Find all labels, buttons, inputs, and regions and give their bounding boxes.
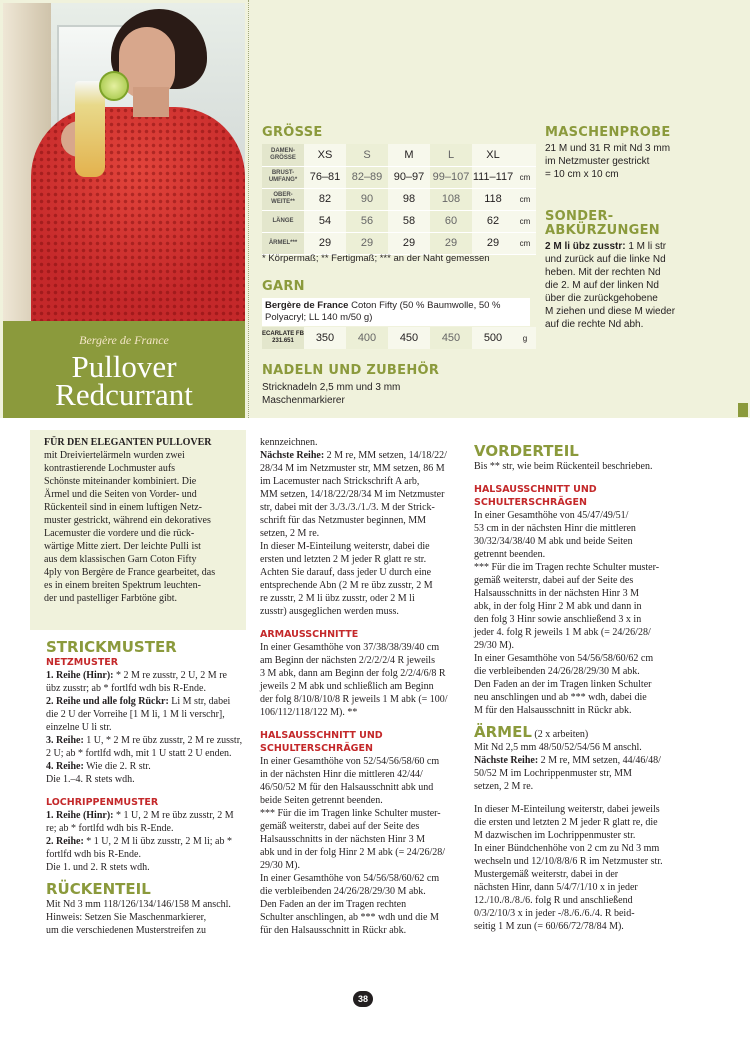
size-cell: M	[388, 144, 430, 166]
intro-line: Rückenteil sind in einem luftigen Netz-	[44, 502, 203, 513]
size-cell: 58	[388, 210, 430, 232]
size-cell: 29	[304, 232, 346, 254]
lr-line-2: re; ab * fortlfd wdh bis R-Ende.	[46, 823, 174, 834]
hb-line-11: die verbleibenden 24/26/28/29/30 M abk.	[260, 886, 426, 897]
size-cell: 56	[346, 210, 388, 232]
size-row-label: LÄNGE	[262, 210, 304, 232]
hb-line-9: 29/30 M).	[260, 860, 300, 871]
size-row	[262, 188, 536, 210]
size-cell: 82–89	[346, 166, 388, 188]
strickmuster-heading: STRICKMUSTER	[46, 638, 177, 656]
hb-line-3: 46/50/52 M für den Halsausschnitt abk und	[260, 782, 434, 793]
arm-line-3: 3 M abk, dann am Beginn der folg 2/2/4/6/8 R	[260, 668, 446, 679]
ae-line-3: 50/52 M im Lochrippenmuster str, MM	[474, 768, 632, 779]
hb-line-4: beide Seiten getrennt beenden.	[260, 795, 383, 806]
lr-line-1: 1. Reihe (Hinr): * 1 U, 2 M re übz zusstr, 2 M	[46, 810, 234, 821]
ae-line-13: 0/3/2/10/3 x in jeder -/8./6./6./4. R beid-	[474, 908, 635, 919]
hb-line-6: gemäß weiterstr, dabei auf der Seite des	[260, 821, 420, 832]
page-number: 38	[353, 991, 373, 1007]
lr-line-5: Die 1. und 2. R stets wdh.	[46, 862, 150, 873]
hf-line-9: den folg 3 Hinr sowie anschließend 3 x in	[474, 614, 642, 625]
edge-marker	[738, 403, 748, 417]
nm-line-1: 1. Reihe (Hinr): * 2 M re zusstr, 2 U, 2 M re	[46, 670, 227, 681]
yarn-amount-cell: 400	[346, 327, 388, 349]
hals-heading-front: HALSAUSSCHNITT UND SCHULTERSCHRÄGEN	[474, 484, 597, 508]
size-unit	[514, 144, 536, 166]
size-cell: 54	[304, 210, 346, 232]
armausschnitte-heading: ARMAUSSCHNITTE	[260, 629, 359, 640]
model-photo	[3, 3, 245, 321]
yarn-unit: g	[514, 327, 536, 349]
size-row	[262, 210, 536, 232]
hf-line-5: *** Für die im Tragen rechte Schulter muster-	[474, 562, 660, 573]
rt-line-2: Hinweis: Setzen Sie Maschenmarkierer,	[46, 912, 207, 923]
ae-line-11: nächsten Hinr, dann 5/4/7/1/10 x in jeder	[474, 882, 638, 893]
ae-line-14: seitig 1 M zun (= 60/66/72/78/84 M).	[474, 921, 624, 932]
hf-line-1: In einer Gesamthöhe von 45/47/49/51/	[474, 510, 629, 521]
sonder-line-4: die 2. M auf der linken Nd	[545, 280, 659, 291]
intro-line: es in einem breiten Spektrum leuchten-	[44, 580, 201, 591]
hb-line-8: abk und in der folg Hinr 2 M abk (= 24/26/28/	[260, 847, 446, 858]
ae-line-2: Nächste Reihe: 2 M re, MM setzen, 44/46/48/	[474, 755, 661, 766]
size-row-label: ÄRMEL***	[262, 232, 304, 254]
size-cell: 118	[472, 188, 514, 210]
size-row-label: OBER-WEITE**	[262, 188, 304, 210]
arm-line-6: 106/112/118/122 M). **	[260, 707, 358, 718]
maschenprobe-block	[545, 126, 735, 181]
c2-line-5: MM setzen, 14/18/22/28/34 M im Netzmuster	[260, 489, 445, 500]
maschenprobe-line-1: 21 M und 31 R mit Nd 3 mm	[545, 143, 671, 154]
intro-line: wärtige Mitte ziert. Der leichte Pulli ist	[44, 541, 201, 552]
yarn-amount-table	[262, 327, 536, 349]
size-cell: 99–107	[430, 166, 472, 188]
nm-line-6: 3. Reihe: 1 U, * 2 M re übz zusstr, 2 M re zusstr,	[46, 735, 243, 746]
garn-text: Coton Fifty (50 % Baumwolle, 50 % Polyacryl; LL 140 m/50 g)	[265, 300, 501, 323]
garn-heading: GARN	[262, 279, 305, 294]
sonder-line-5: über die zurückgehobene	[545, 293, 658, 304]
title-line-2: Redcurrant	[55, 377, 193, 412]
intro-line: kontrastierende Lochmuster aufs	[44, 463, 176, 474]
intro-line: der und pastelliger Farbtöne gibt.	[44, 593, 178, 604]
lochrippen-heading: LOCHRIPPENMUSTER	[46, 797, 159, 808]
sonder-line-7: auf die rechte Nd abh.	[545, 319, 644, 330]
ae-line-4: setzen, 2 M re.	[474, 781, 534, 792]
ae-line-1: Mit Nd 2,5 mm 48/50/52/54/56 M anschl.	[474, 742, 642, 753]
yarn-amount-cell: 450	[388, 327, 430, 349]
intro-line: mit Dreiviertelärmeln wurden zwei	[44, 450, 185, 461]
photo-glass	[75, 81, 105, 177]
size-cell: S	[346, 144, 388, 166]
maschenprobe-heading: MASCHENPROBE	[545, 125, 671, 140]
sonder-line-1: 2 M li übz zusstr: 1 M li str	[545, 241, 667, 252]
sonder-bold: 2 M li übz zusstr:	[545, 241, 626, 252]
nm-line-7: 2 U; ab * fortlfd wdh, mit 1 U statt 2 U enden.	[46, 748, 232, 759]
size-cell: 76–81	[304, 166, 346, 188]
rt-line-3: um die verschiedenen Musterstreifen zu	[46, 925, 206, 936]
hf-line-7: Halsausschnitts in der nächsten Hinr 3 M	[474, 588, 639, 599]
hf-line-11: 29/30 M).	[474, 640, 514, 651]
intro-line: Schönste miteinander kombiniert. Die	[44, 476, 197, 487]
size-row-label: BRUST-UMFANG*	[262, 166, 304, 188]
intro-box	[30, 430, 246, 630]
sonder-line-6: M ziehen und diese M wieder	[545, 306, 676, 317]
c2-line-8: setzen, 2 M re.	[260, 528, 320, 539]
size-cell: 111–117	[472, 166, 514, 188]
arm-line-2: am Beginn der nächsten 2/2/2/2/4 R jeweils	[260, 655, 435, 666]
title-line-1: Pullover	[71, 349, 177, 384]
c2-line-14: zusstr) ausgeglichen werden muss.	[260, 606, 399, 617]
sonder-heading-2: ABKÜRZUNGEN	[545, 223, 660, 238]
nm-line-8: 4. Reihe: Wie die 2. R str.	[46, 761, 151, 772]
c2-line-6: str, dabei mit der 3./3./3./1./3. M der Strick-	[260, 502, 435, 513]
nm-line-4: die 2 U der Vorreihe [1 M li, 1 M li verschr],	[46, 709, 225, 720]
rueckenteil-heading: RÜCKENTEIL	[46, 880, 151, 898]
netzmuster-heading: NETZMUSTER	[46, 657, 119, 668]
hf-line-3: 30/32/34/38/40 M abk und beide Seiten	[474, 536, 633, 547]
hb-line-5: *** Für die im Tragen linke Schulter muster-	[260, 808, 441, 819]
c2-line-9: In dieser M-Einteilung weiterstr, dabei die	[260, 541, 430, 552]
size-row	[262, 144, 536, 166]
intro-line: FÜR DEN ELEGANTEN PULLOVER	[44, 437, 212, 448]
ae-line-10: Mustergemäß weiterstr, dabei in der	[474, 869, 619, 880]
vorderteil-heading: VORDERTEIL	[474, 442, 579, 460]
size-cell: 62	[472, 210, 514, 232]
sonder-heading-1: SONDER-	[545, 209, 614, 224]
hb-line-12: Den Faden an der im Tragen rechten	[260, 899, 407, 910]
c2-line-2: Nächste Reihe: 2 M re, MM setzen, 14/18/22/	[260, 450, 447, 461]
size-row-label: DAMEN-GRÖSSE	[262, 144, 304, 166]
hf-line-8: abk, in der folg Hinr 2 M abk und dann in	[474, 601, 642, 612]
size-cell: 60	[430, 210, 472, 232]
hf-line-14: Den Faden an der im Tragen linken Schulter	[474, 679, 652, 690]
nm-line-5: einzelne U li str.	[46, 722, 112, 733]
c2-line-11: Achten Sie darauf, dass jeder U durch eine	[260, 567, 432, 578]
c2-line-12: entsprechende Abn (2 M re übz zusstr, 2 M	[260, 580, 433, 591]
ae-line-5: In dieser M-Einteilung weiterstr, dabei jeweils	[474, 804, 660, 815]
aermel-subheading: (2 x arbeiten)	[531, 729, 589, 740]
maschenprobe-line-3: = 10 cm x 10 cm	[545, 169, 619, 180]
size-cell: 108	[430, 188, 472, 210]
hf-line-2: 53 cm in der nächsten Hinr die mittleren	[474, 523, 636, 534]
size-table	[262, 144, 536, 255]
ae-line-7: M dazwischen im Lochrippenmuster str.	[474, 830, 636, 841]
photo-neck	[133, 87, 169, 117]
size-unit: cm	[514, 166, 536, 188]
c2-line-4: im Lacemuster nach Strickschrift A arb,	[260, 476, 420, 487]
nm-line-2: übz zusstr; ab * fortlfd wdh bis R-Ende.	[46, 683, 206, 694]
size-cell: 98	[388, 188, 430, 210]
intro-line: muster gestrickt, während ein dekoratives	[44, 515, 211, 526]
hb-line-1: In einer Gesamthöhe von 52/54/56/58/60 cm	[260, 756, 440, 767]
intro-line: Ärmel und die Seiten von Vorder- und	[44, 489, 197, 500]
ae-line-8: In einer Bündchenhöhe von 2 cm zu Nd 3 mm	[474, 843, 660, 854]
vt-line-1: Bis ** str, wie beim Rückenteil beschrieben.	[474, 461, 653, 472]
ae-line-9: wechseln und 12/10/8/8/6 R im Netzmuster str.	[474, 856, 663, 867]
size-unit: cm	[514, 232, 536, 254]
title-box	[3, 321, 245, 418]
yarn-amount-cell: 350	[304, 327, 346, 349]
ae-line-6: die ersten und letzten 2 M jeder R glatt re, die	[474, 817, 658, 828]
column-3	[474, 442, 694, 933]
lr-line-3: 2. Reihe: * 1 U, 2 M li übz zusstr, 2 M li; ab *	[46, 836, 232, 847]
size-cell: 29	[346, 232, 388, 254]
c2-line-7: schrift für das Netzmuster beginnen, MM	[260, 515, 427, 526]
brand-name: Bergère de France	[79, 333, 169, 347]
arm-line-4: jeweils 2 M abk und schließlich am Beginn	[260, 681, 434, 692]
size-cell: 29	[472, 232, 514, 254]
arm-line-5: der folg 8/10/8/10/8 R jeweils 1 M abk (= 100/	[260, 694, 448, 705]
lr-line-4: fortlfd wdh bis R-Ende.	[46, 849, 141, 860]
hf-line-15: neu anschlingen und ab *** wdh, dabei die	[474, 692, 647, 703]
hb-line-2: in der nächsten Hinr die mittleren 42/44/	[260, 769, 423, 780]
arm-line-1: In einer Gesamthöhe von 37/38/38/39/40 cm	[260, 642, 440, 653]
nm-line-9: Die 1.–4. R stets wdh.	[46, 774, 135, 785]
nadeln-heading: NADELN UND ZUBEHÖR	[262, 363, 440, 378]
size-unit: cm	[514, 210, 536, 232]
c2-line-3: 28/34 M im Netzmuster str, MM setzen, 86 M	[260, 463, 445, 474]
hf-line-12: In einer Gesamthöhe von 54/56/58/60/62 cm	[474, 653, 654, 664]
c2-line-10: ersten und letzten 2 M jeder R glatt re str.	[260, 554, 427, 565]
aermel-heading: ÄRMEL	[474, 723, 532, 741]
size-cell: 90	[346, 188, 388, 210]
intro-text	[44, 436, 232, 605]
size-row	[262, 232, 536, 254]
yarn-amount-cell: 450	[430, 327, 472, 349]
sonder-line-2: und zurück auf die linke Nd	[545, 254, 666, 265]
maschenprobe-line-2: im Netzmuster gestrickt	[545, 156, 650, 167]
aermel-heading-row	[474, 723, 694, 741]
sonder-block	[545, 210, 735, 331]
column-1	[46, 638, 254, 937]
nadeln-line-2: Maschenmarkierer	[262, 395, 345, 406]
hb-line-10: In einer Gesamthöhe von 54/56/58/60/62 cm	[260, 873, 440, 884]
hf-line-10: jeder 4. folg R jeweils 1 M abk (= 24/26/28/	[474, 627, 651, 638]
yarn-amount-cell: 500	[472, 327, 514, 349]
c2-line-1: kennzeichnen.	[260, 437, 318, 448]
size-unit: cm	[514, 188, 536, 210]
size-footnote: * Körpermaß; ** Fertigmaß; *** an der Naht gemessen	[262, 253, 490, 264]
intro-line: Lacemuster die vordere und die rück-	[44, 528, 195, 539]
c2-line-13: re zusstr, 2 M li übz zusstr, oder 2 M li	[260, 593, 415, 604]
intro-line: 4ply von Bergère de France gearbeitet, das	[44, 567, 216, 578]
ae-line-12: 12./10./8./8./6. folg R und anschließend	[474, 895, 633, 906]
hals-heading-back: HALSAUSSCHNITT UND SCHULTERSCHRÄGEN	[260, 730, 383, 754]
size-cell: 29	[430, 232, 472, 254]
intro-line: aus dem klassischen Garn Coton Fifty	[44, 554, 197, 565]
groesse-heading: GRÖSSE	[262, 125, 323, 140]
size-cell: XS	[304, 144, 346, 166]
hb-line-7: Halsausschnitts in der nächsten Hinr 3 M	[260, 834, 425, 845]
hb-line-13: Schulter anschlingen, ab *** wdh und die M	[260, 912, 439, 923]
dotted-divider	[248, 0, 249, 418]
hb-line-14: für den Halsausschnitt in Rückr abk.	[260, 925, 407, 936]
photo-lime	[99, 71, 129, 101]
garn-brand: Bergère de France	[265, 300, 349, 311]
rt-line-1: Mit Nd 3 mm 118/126/134/146/158 M anschl.	[46, 899, 231, 910]
size-cell: 82	[304, 188, 346, 210]
size-cell: 29	[388, 232, 430, 254]
hf-line-16: M für den Halsausschnitt in Rückr abk.	[474, 705, 632, 716]
hf-line-6: gemäß weiterstr, dabei auf der Seite des	[474, 575, 634, 586]
size-cell: 90–97	[388, 166, 430, 188]
size-cell: XL	[472, 144, 514, 166]
nm-line-3: 2. Reihe und alle folg Rückr: Li M str, dabei	[46, 696, 231, 707]
sonder-line-3: heben. Mit der rechten Nd	[545, 267, 661, 278]
hf-line-13: die verbleibenden 24/26/28/29/30 M abk.	[474, 666, 640, 677]
nadeln-line-1: Stricknadeln 2,5 mm und 3 mm	[262, 382, 401, 393]
size-row	[262, 166, 536, 188]
hf-line-4: getrennt beenden.	[474, 549, 546, 560]
yarn-color-label: ECARLATE FB 231.651	[262, 327, 304, 349]
column-2	[260, 436, 468, 937]
size-cell: L	[430, 144, 472, 166]
garn-description	[262, 298, 530, 326]
